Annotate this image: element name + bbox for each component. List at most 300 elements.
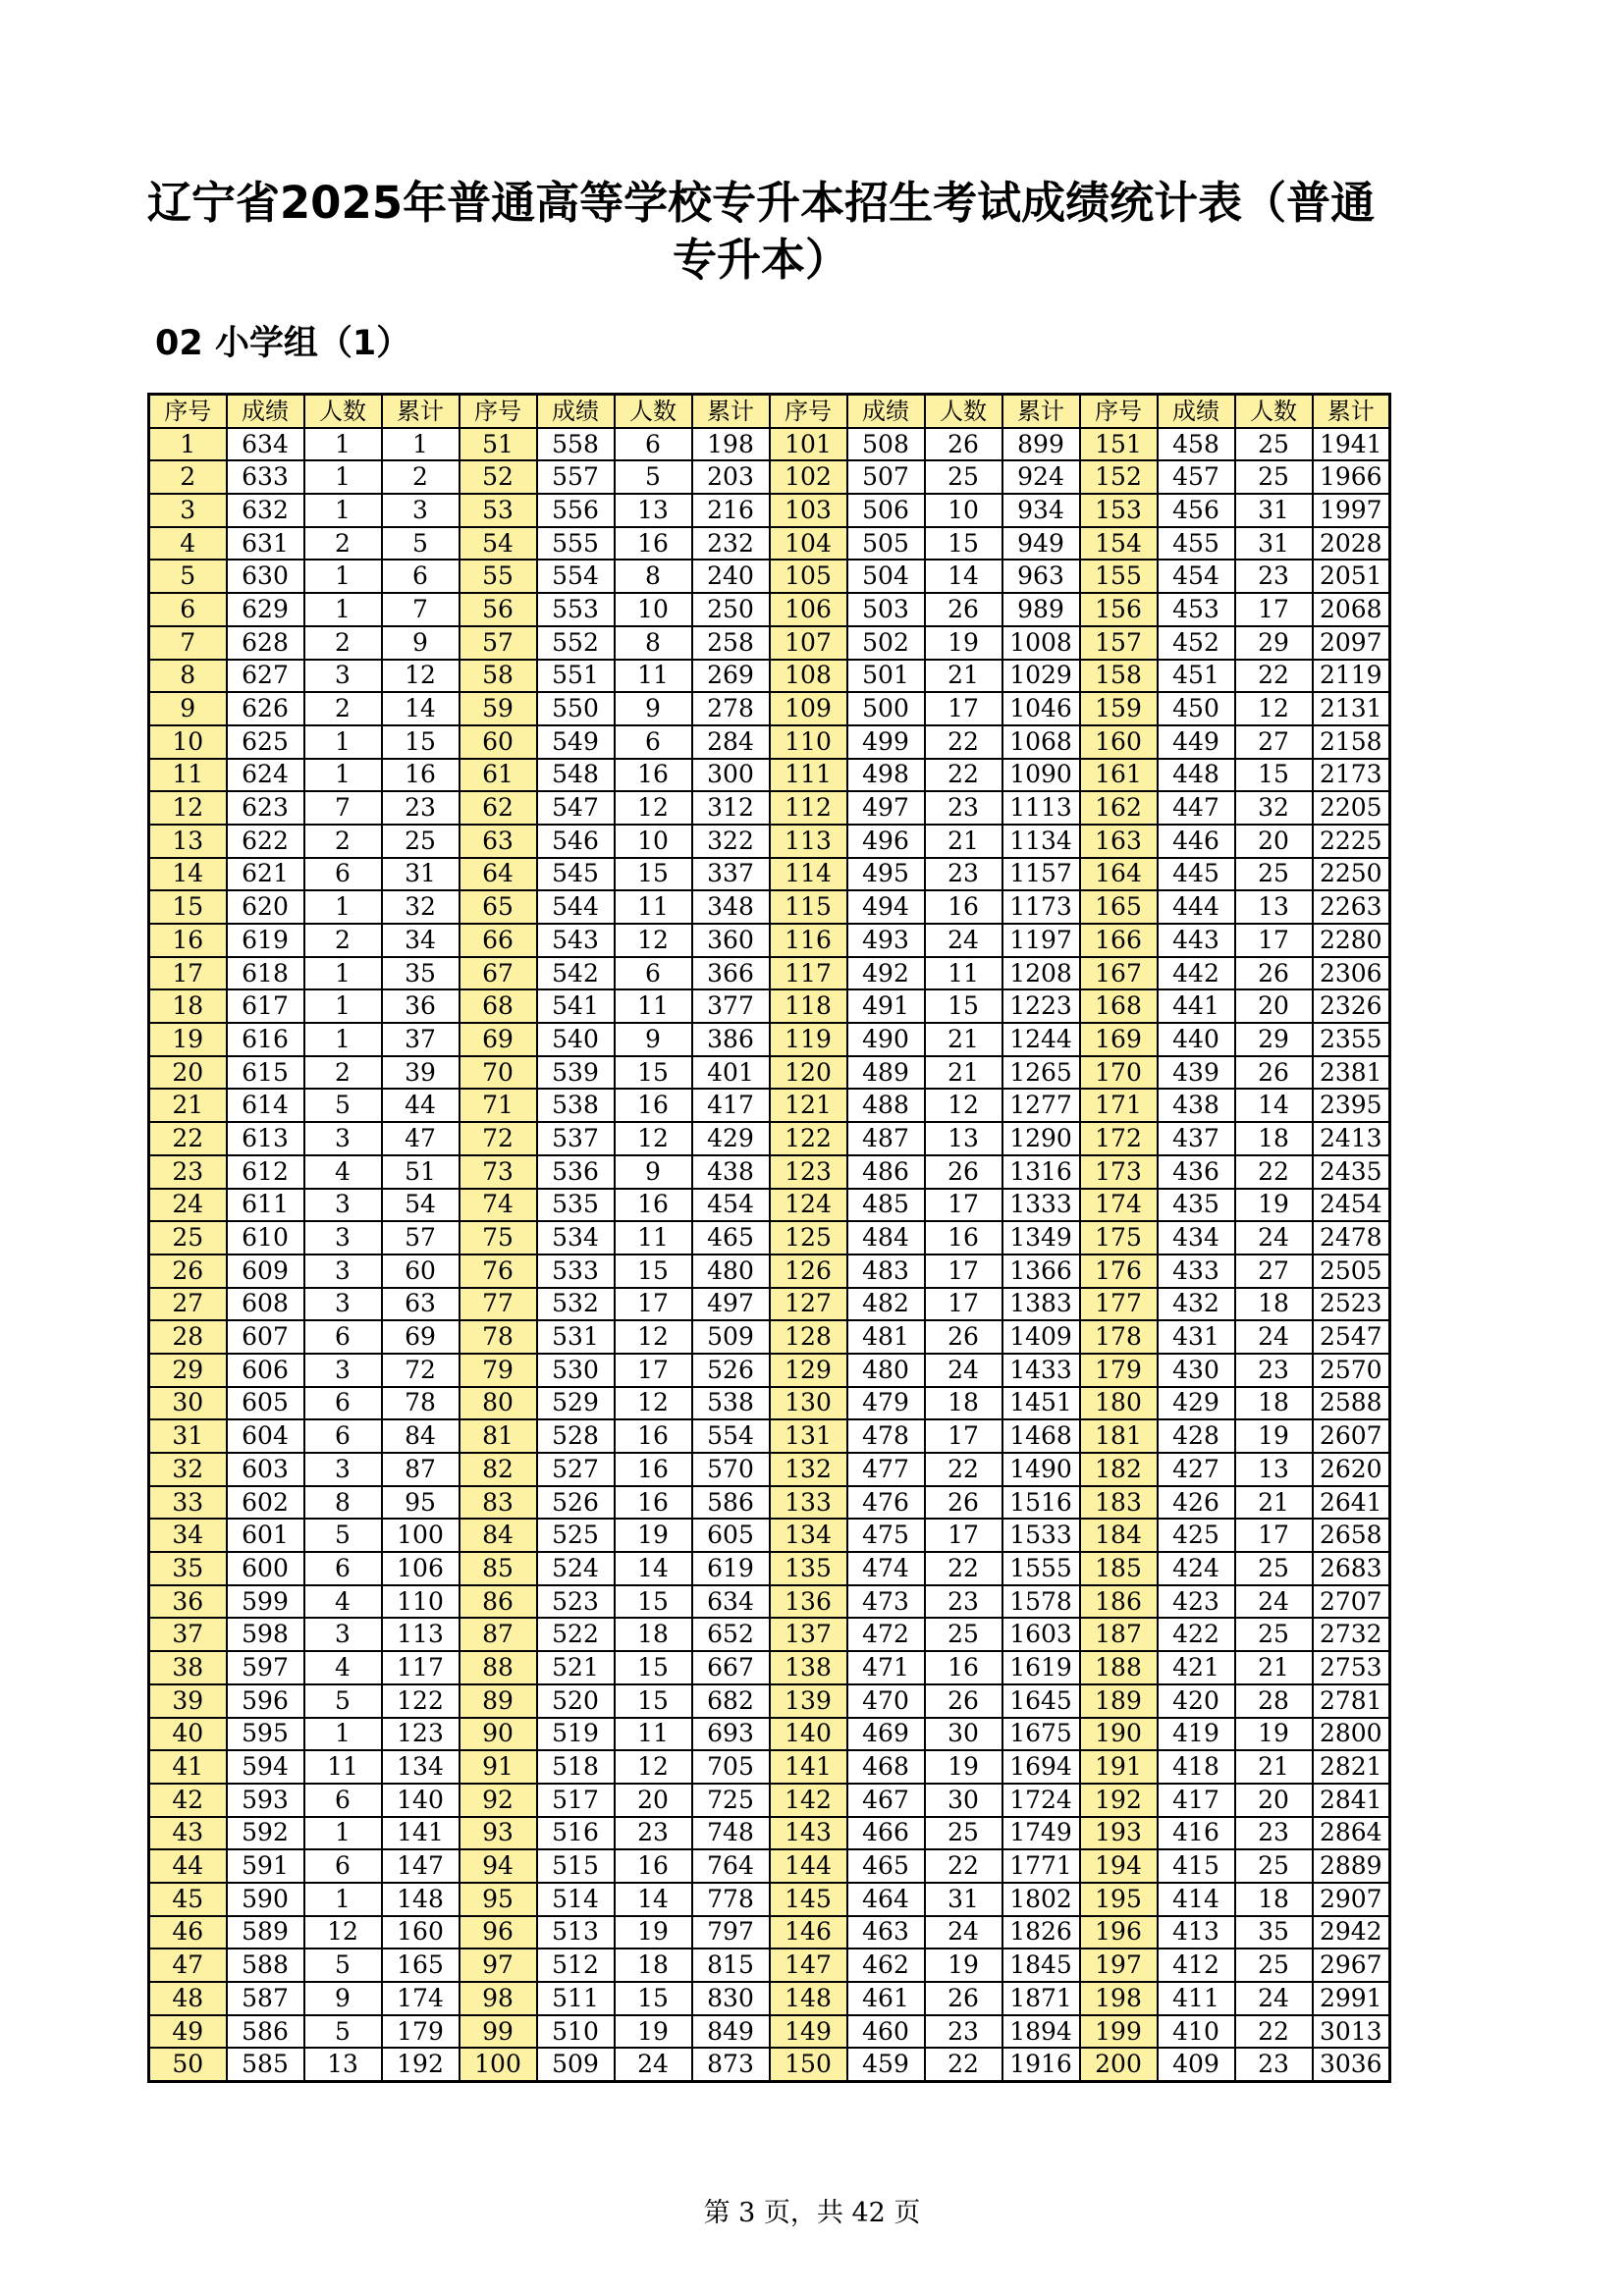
cell-cumulative: 34: [382, 924, 460, 957]
cell-score: 420: [1158, 1684, 1235, 1718]
cell-score: 488: [847, 1089, 925, 1122]
cell-cumulative: 1008: [1002, 626, 1080, 660]
cell-count: 12: [615, 924, 692, 957]
cell-seq: 198: [1080, 1982, 1158, 2015]
cell-count: 16: [615, 1089, 692, 1122]
cell-cumulative: 2607: [1313, 1419, 1390, 1453]
cell-cumulative: 934: [1002, 494, 1080, 527]
cell-cumulative: 278: [692, 692, 770, 725]
cell-count: 16: [615, 759, 692, 792]
cell-cumulative: 240: [692, 560, 770, 593]
cell-score: 427: [1158, 1453, 1235, 1486]
cell-count: 16: [925, 890, 1002, 924]
cell-score: 613: [227, 1122, 304, 1155]
cell-score: 531: [537, 1320, 615, 1354]
cell-count: 25: [925, 1817, 1002, 1850]
cell-score: 600: [227, 1552, 304, 1585]
cell-count: 18: [615, 1618, 692, 1651]
cell-count: 26: [925, 428, 1002, 461]
cell-seq: 152: [1080, 460, 1158, 494]
cell-count: 25: [1235, 858, 1313, 891]
cell-score: 630: [227, 560, 304, 593]
cell-seq: 68: [460, 989, 537, 1023]
cell-score: 486: [847, 1155, 925, 1189]
cell-cumulative: 95: [382, 1486, 460, 1520]
cell-seq: 200: [1080, 2048, 1158, 2081]
cell-seq: 92: [460, 1784, 537, 1817]
cell-count: 24: [925, 924, 1002, 957]
cell-count: 1: [304, 593, 382, 626]
cell-seq: 199: [1080, 2015, 1158, 2049]
cell-score: 555: [537, 527, 615, 561]
cell-cumulative: 1366: [1002, 1255, 1080, 1288]
cell-seq: 104: [770, 527, 847, 561]
cell-seq: 114: [770, 858, 847, 891]
cell-seq: 72: [460, 1122, 537, 1155]
cell-count: 3: [304, 1453, 382, 1486]
cell-cumulative: 1290: [1002, 1122, 1080, 1155]
cell-seq: 15: [149, 890, 227, 924]
cell-score: 624: [227, 759, 304, 792]
cell-seq: 14: [149, 858, 227, 891]
cell-count: 6: [304, 1320, 382, 1354]
cell-cumulative: 179: [382, 2015, 460, 2049]
cell-cumulative: 2355: [1313, 1023, 1390, 1056]
cell-seq: 31: [149, 1419, 227, 1453]
cell-cumulative: 465: [692, 1221, 770, 1255]
cell-score: 619: [227, 924, 304, 957]
cell-cumulative: 693: [692, 1718, 770, 1751]
cell-seq: 139: [770, 1684, 847, 1718]
cell-seq: 91: [460, 1750, 537, 1784]
cell-score: 616: [227, 1023, 304, 1056]
cell-score: 537: [537, 1122, 615, 1155]
cell-cumulative: 2097: [1313, 626, 1390, 660]
cell-score: 437: [1158, 1122, 1235, 1155]
cell-score: 550: [537, 692, 615, 725]
cell-score: 503: [847, 593, 925, 626]
cell-score: 412: [1158, 1949, 1235, 1982]
cell-cumulative: 2028: [1313, 527, 1390, 561]
table-row: [149, 791, 1390, 825]
cell-seq: 131: [770, 1419, 847, 1453]
cell-score: 409: [1158, 2048, 1235, 2081]
cell-score: 541: [537, 989, 615, 1023]
cell-seq: 179: [1080, 1354, 1158, 1387]
cell-cumulative: 36: [382, 989, 460, 1023]
cell-count: 19: [925, 1750, 1002, 1784]
cell-score: 551: [537, 660, 615, 693]
cell-seq: 117: [770, 957, 847, 990]
cell-score: 432: [1158, 1288, 1235, 1321]
cell-cumulative: 1578: [1002, 1585, 1080, 1619]
cell-seq: 53: [460, 494, 537, 527]
cell-count: 17: [1235, 924, 1313, 957]
cell-score: 466: [847, 1817, 925, 1850]
cell-count: 25: [1235, 1552, 1313, 1585]
cell-cumulative: 3: [382, 494, 460, 527]
cell-score: 423: [1158, 1585, 1235, 1619]
cell-cumulative: 165: [382, 1949, 460, 1982]
table-row: [149, 428, 1390, 461]
cell-cumulative: 284: [692, 725, 770, 759]
cell-cumulative: 1941: [1313, 428, 1390, 461]
header-score: 成绩: [1158, 395, 1235, 428]
cell-cumulative: 51: [382, 1155, 460, 1189]
cell-cumulative: 110: [382, 1585, 460, 1619]
cell-score: 628: [227, 626, 304, 660]
cell-cumulative: 1265: [1002, 1056, 1080, 1090]
cell-seq: 86: [460, 1585, 537, 1619]
cell-cumulative: 1451: [1002, 1387, 1080, 1420]
cell-score: 553: [537, 593, 615, 626]
cell-count: 22: [925, 2048, 1002, 2081]
cell-score: 522: [537, 1618, 615, 1651]
header-count: 人数: [1235, 395, 1313, 428]
cell-score: 462: [847, 1949, 925, 1982]
cell-cumulative: 9: [382, 626, 460, 660]
cell-seq: 126: [770, 1255, 847, 1288]
cell-seq: 160: [1080, 725, 1158, 759]
cell-seq: 151: [1080, 428, 1158, 461]
cell-count: 14: [615, 1552, 692, 1585]
cell-count: 26: [925, 1320, 1002, 1354]
table-row: [149, 1419, 1390, 1453]
cell-seq: 65: [460, 890, 537, 924]
cell-seq: 173: [1080, 1155, 1158, 1189]
cell-score: 433: [1158, 1255, 1235, 1288]
cell-cumulative: 1068: [1002, 725, 1080, 759]
cell-seq: 85: [460, 1552, 537, 1585]
cell-seq: 37: [149, 1618, 227, 1651]
cell-count: 22: [925, 1453, 1002, 1486]
cell-score: 592: [227, 1817, 304, 1850]
cell-count: 12: [1235, 692, 1313, 725]
cell-score: 415: [1158, 1849, 1235, 1883]
cell-score: 607: [227, 1320, 304, 1354]
cell-score: 463: [847, 1916, 925, 1949]
cell-seq: 135: [770, 1552, 847, 1585]
cell-count: 16: [615, 527, 692, 561]
cell-score: 502: [847, 626, 925, 660]
cell-count: 25: [925, 1618, 1002, 1651]
cell-cumulative: 2326: [1313, 989, 1390, 1023]
cell-count: 18: [1235, 1288, 1313, 1321]
cell-seq: 116: [770, 924, 847, 957]
cell-score: 448: [1158, 759, 1235, 792]
cell-score: 534: [537, 1221, 615, 1255]
cell-seq: 60: [460, 725, 537, 759]
cell-score: 452: [1158, 626, 1235, 660]
cell-count: 12: [615, 791, 692, 825]
cell-count: 25: [1235, 1618, 1313, 1651]
cell-cumulative: 1916: [1002, 2048, 1080, 2081]
cell-score: 459: [847, 2048, 925, 2081]
cell-count: 27: [1235, 1255, 1313, 1288]
cell-count: 6: [615, 725, 692, 759]
cell-score: 543: [537, 924, 615, 957]
cell-seq: 141: [770, 1750, 847, 1784]
cell-cumulative: 480: [692, 1255, 770, 1288]
cell-seq: 25: [149, 1221, 227, 1255]
table-row: [149, 1023, 1390, 1056]
cell-count: 24: [1235, 1585, 1313, 1619]
cell-score: 416: [1158, 1817, 1235, 1850]
cell-cumulative: 989: [1002, 593, 1080, 626]
cell-score: 513: [537, 1916, 615, 1949]
cell-cumulative: 652: [692, 1618, 770, 1651]
cell-seq: 177: [1080, 1288, 1158, 1321]
cell-count: 22: [1235, 2015, 1313, 2049]
cell-seq: 190: [1080, 1718, 1158, 1751]
cell-count: 27: [1235, 725, 1313, 759]
cell-score: 438: [1158, 1089, 1235, 1122]
cell-count: 6: [615, 428, 692, 461]
cell-seq: 48: [149, 1982, 227, 2015]
cell-cumulative: 2158: [1313, 725, 1390, 759]
cell-score: 506: [847, 494, 925, 527]
cell-cumulative: 232: [692, 527, 770, 561]
cell-score: 483: [847, 1255, 925, 1288]
cell-cumulative: 54: [382, 1189, 460, 1222]
cell-score: 627: [227, 660, 304, 693]
cell-cumulative: 1894: [1002, 2015, 1080, 2049]
cell-count: 23: [925, 2015, 1002, 2049]
cell-seq: 66: [460, 924, 537, 957]
table-row: [149, 1255, 1390, 1288]
cell-seq: 100: [460, 2048, 537, 2081]
cell-seq: 146: [770, 1916, 847, 1949]
cell-score: 594: [227, 1750, 304, 1784]
cell-cumulative: 1490: [1002, 1453, 1080, 1486]
cell-score: 515: [537, 1849, 615, 1883]
cell-score: 443: [1158, 924, 1235, 957]
cell-score: 547: [537, 791, 615, 825]
cell-cumulative: 23: [382, 791, 460, 825]
cell-count: 19: [1235, 1419, 1313, 1453]
cell-cumulative: 63: [382, 1288, 460, 1321]
cell-cumulative: 14: [382, 692, 460, 725]
cell-count: 13: [1235, 1453, 1313, 1486]
cell-count: 25: [1235, 1849, 1313, 1883]
cell-seq: 171: [1080, 1089, 1158, 1122]
cell-count: 18: [925, 1387, 1002, 1420]
cell-seq: 38: [149, 1651, 227, 1684]
cell-seq: 147: [770, 1949, 847, 1982]
cell-cumulative: 2454: [1313, 1189, 1390, 1222]
page-title: [137, 175, 1384, 289]
cell-seq: 63: [460, 825, 537, 858]
cell-cumulative: 1197: [1002, 924, 1080, 957]
cell-seq: 29: [149, 1354, 227, 1387]
cell-seq: 166: [1080, 924, 1158, 957]
cell-seq: 96: [460, 1916, 537, 1949]
cell-cumulative: 3036: [1313, 2048, 1390, 2081]
cell-cumulative: 216: [692, 494, 770, 527]
cell-cumulative: 2068: [1313, 593, 1390, 626]
cell-count: 1: [304, 1023, 382, 1056]
header-cumulative: 累计: [1002, 395, 1080, 428]
title-line-2: 专升本）: [672, 234, 849, 286]
cell-count: 2: [304, 1056, 382, 1090]
cell-count: 3: [304, 1122, 382, 1155]
cell-count: 16: [615, 1486, 692, 1520]
cell-cumulative: 1409: [1002, 1320, 1080, 1354]
cell-count: 29: [1235, 1023, 1313, 1056]
header-seq: 序号: [1080, 395, 1158, 428]
cell-count: 17: [925, 1255, 1002, 1288]
cell-cumulative: 2658: [1313, 1519, 1390, 1552]
cell-score: 485: [847, 1189, 925, 1222]
cell-seq: 184: [1080, 1519, 1158, 1552]
cell-count: 18: [1235, 1122, 1313, 1155]
cell-cumulative: 538: [692, 1387, 770, 1420]
cell-cumulative: 377: [692, 989, 770, 1023]
cell-count: 6: [615, 957, 692, 990]
cell-cumulative: 39: [382, 1056, 460, 1090]
cell-score: 585: [227, 2048, 304, 2081]
cell-count: 1: [304, 428, 382, 461]
cell-cumulative: 117: [382, 1651, 460, 1684]
cell-seq: 149: [770, 2015, 847, 2049]
table-row: [149, 1089, 1390, 1122]
cell-count: 26: [1235, 957, 1313, 990]
cell-cumulative: 258: [692, 626, 770, 660]
table-row: [149, 725, 1390, 759]
cell-seq: 20: [149, 1056, 227, 1090]
cell-cumulative: 2435: [1313, 1155, 1390, 1189]
cell-cumulative: 1966: [1313, 460, 1390, 494]
cell-score: 504: [847, 560, 925, 593]
cell-count: 4: [304, 1585, 382, 1619]
cell-seq: 194: [1080, 1849, 1158, 1883]
cell-seq: 36: [149, 1585, 227, 1619]
cell-score: 453: [1158, 593, 1235, 626]
cell-count: 13: [925, 1122, 1002, 1155]
cell-seq: 189: [1080, 1684, 1158, 1718]
header-count: 人数: [615, 395, 692, 428]
cell-count: 23: [615, 1817, 692, 1850]
cell-count: 16: [925, 1651, 1002, 1684]
cell-score: 470: [847, 1684, 925, 1718]
cell-score: 546: [537, 825, 615, 858]
table-row: [149, 560, 1390, 593]
cell-score: 544: [537, 890, 615, 924]
cell-seq: 153: [1080, 494, 1158, 527]
cell-count: 12: [925, 1089, 1002, 1122]
table-row: [149, 1784, 1390, 1817]
cell-score: 532: [537, 1288, 615, 1321]
cell-seq: 40: [149, 1718, 227, 1751]
cell-cumulative: 348: [692, 890, 770, 924]
cell-score: 464: [847, 1883, 925, 1916]
cell-count: 11: [615, 989, 692, 1023]
cell-score: 447: [1158, 791, 1235, 825]
cell-count: 11: [925, 957, 1002, 990]
cell-score: 611: [227, 1189, 304, 1222]
cell-seq: 182: [1080, 1453, 1158, 1486]
cell-seq: 27: [149, 1288, 227, 1321]
cell-seq: 69: [460, 1023, 537, 1056]
cell-seq: 12: [149, 791, 227, 825]
header-cumulative: 累计: [382, 395, 460, 428]
cell-cumulative: 1029: [1002, 660, 1080, 693]
cell-score: 444: [1158, 890, 1235, 924]
cell-seq: 95: [460, 1883, 537, 1916]
cell-seq: 90: [460, 1718, 537, 1751]
cell-score: 428: [1158, 1419, 1235, 1453]
cell-cumulative: 2753: [1313, 1651, 1390, 1684]
table-row: [149, 1189, 1390, 1222]
cell-cumulative: 1433: [1002, 1354, 1080, 1387]
cell-count: 15: [615, 1684, 692, 1718]
cell-score: 591: [227, 1849, 304, 1883]
cell-score: 436: [1158, 1155, 1235, 1189]
cell-seq: 134: [770, 1519, 847, 1552]
cell-score: 556: [537, 494, 615, 527]
table-row: [149, 825, 1390, 858]
cell-cumulative: 198: [692, 428, 770, 461]
cell-score: 501: [847, 660, 925, 693]
cell-count: 21: [925, 1056, 1002, 1090]
cell-score: 468: [847, 1750, 925, 1784]
table-row: [149, 626, 1390, 660]
cell-count: 17: [615, 1354, 692, 1387]
cell-count: 1: [304, 989, 382, 1023]
cell-seq: 145: [770, 1883, 847, 1916]
cell-score: 595: [227, 1718, 304, 1751]
cell-cumulative: 2381: [1313, 1056, 1390, 1090]
cell-score: 631: [227, 527, 304, 561]
cell-cumulative: 2306: [1313, 957, 1390, 990]
cell-cumulative: 337: [692, 858, 770, 891]
cell-count: 1: [304, 725, 382, 759]
page-footer: 第 3 页，共 42 页: [703, 2198, 921, 2228]
cell-seq: 44: [149, 1849, 227, 1883]
cell-score: 558: [537, 428, 615, 461]
cell-count: 9: [615, 1155, 692, 1189]
cell-score: 482: [847, 1288, 925, 1321]
cell-count: 32: [1235, 791, 1313, 825]
cell-seq: 107: [770, 626, 847, 660]
cell-count: 24: [1235, 1982, 1313, 2015]
cell-score: 505: [847, 527, 925, 561]
cell-score: 434: [1158, 1221, 1235, 1255]
cell-score: 489: [847, 1056, 925, 1090]
cell-seq: 34: [149, 1519, 227, 1552]
cell-seq: 108: [770, 660, 847, 693]
cell-score: 614: [227, 1089, 304, 1122]
cell-count: 1: [304, 1817, 382, 1850]
cell-cumulative: 140: [382, 1784, 460, 1817]
cell-score: 516: [537, 1817, 615, 1850]
cell-score: 499: [847, 725, 925, 759]
cell-cumulative: 570: [692, 1453, 770, 1486]
cell-score: 481: [847, 1320, 925, 1354]
cell-count: 26: [925, 1684, 1002, 1718]
cell-score: 620: [227, 890, 304, 924]
cell-seq: 56: [460, 593, 537, 626]
cell-score: 484: [847, 1221, 925, 1255]
cell-cumulative: 1173: [1002, 890, 1080, 924]
cell-score: 622: [227, 825, 304, 858]
cell-score: 621: [227, 858, 304, 891]
cell-count: 13: [304, 2048, 382, 2081]
cell-seq: 13: [149, 825, 227, 858]
cell-score: 479: [847, 1387, 925, 1420]
cell-seq: 127: [770, 1288, 847, 1321]
cell-seq: 129: [770, 1354, 847, 1387]
